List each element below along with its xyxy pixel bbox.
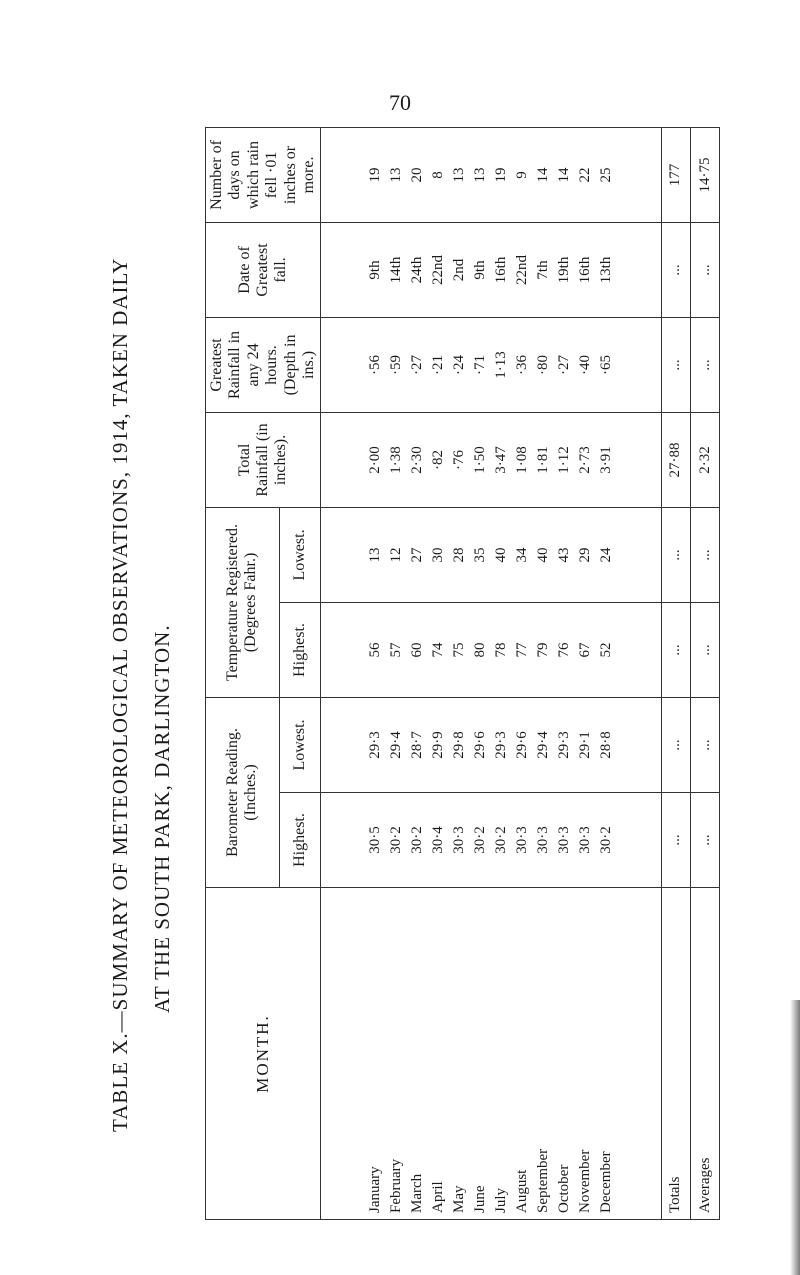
table-title: TABLE X.—SUMMARY OF METEOROLOGICAL OBSERVATIONS, 1914, TAKEN DAILY	[108, 257, 132, 1132]
greatest-rainfall-value: ·27	[556, 354, 573, 375]
month-name: January	[367, 1166, 384, 1213]
rain-days-value: 19	[367, 167, 384, 183]
barometer-lowest-value: 28·8	[598, 731, 615, 759]
date-greatest-value: 16th	[493, 256, 510, 284]
date-greatest-value: 19th	[556, 256, 573, 284]
temperature-lowest-value: 30	[430, 547, 447, 563]
month-name: November	[577, 1149, 594, 1213]
total-rainfall-value: 3·47	[493, 446, 510, 474]
greatest-rainfall-value: ·36	[514, 354, 531, 375]
barometer-highest-value: 30·3	[535, 826, 552, 854]
temperature-highest-value: 67	[577, 642, 594, 658]
page-edge-shadow	[790, 1000, 800, 1275]
date-greatest-fall-header: Date of Greatest fall.	[206, 222, 321, 317]
barometer-lowest-value: 29·9	[430, 731, 447, 759]
date-greatest-value: 13th	[598, 256, 615, 284]
month-name: October	[556, 1164, 573, 1213]
rain-days-value: 13	[472, 167, 489, 183]
temperature-highest-value: 76	[556, 642, 573, 658]
averages-total-rainfall: 2·32	[691, 412, 720, 507]
barometer-lowest-value: 29·6	[514, 731, 531, 759]
table-subtitle: AT THE SOUTH PARK, DARLINGTON.	[150, 624, 174, 1013]
barometer-lowest-value: 29·3	[556, 731, 573, 759]
averages-ditto: ...	[691, 317, 720, 412]
averages-ditto: ...	[691, 793, 720, 888]
greatest-rainfall-value: ·24	[451, 354, 468, 375]
averages-rain-days: 14·75	[691, 127, 720, 222]
total-rainfall-value: 1·12	[556, 446, 573, 474]
averages-row	[691, 127, 720, 1219]
month-name: May	[451, 1185, 468, 1213]
temperature-highest-value: 79	[535, 642, 552, 658]
barometer-lowest-value: 29·6	[472, 731, 489, 759]
rotated-table	[205, 128, 713, 1220]
barometer-highest-header: Highest.	[279, 793, 320, 888]
rain-days-value: 25	[598, 167, 615, 183]
date-greatest-value: 9th	[367, 260, 384, 280]
temperature-lowest-value: 43	[556, 547, 573, 563]
total-rainfall-header: Total Rainfall (in inches).	[206, 412, 321, 507]
barometer-highest-value: 30·2	[409, 826, 426, 854]
totals-total-rainfall: 27·88	[661, 412, 690, 507]
total-rainfall-value: 1·50	[472, 446, 489, 474]
totals-ditto: ...	[661, 697, 690, 792]
month-name: August	[514, 1169, 531, 1213]
temperature-highest-value: 52	[598, 642, 615, 658]
month-name: June	[472, 1185, 489, 1213]
month-name: March	[409, 1173, 426, 1213]
temperature-lowest-value: 27	[409, 547, 426, 563]
month-name: April	[430, 1181, 447, 1213]
temperature-lowest-cell	[321, 507, 662, 602]
totals-rain-days: 177	[661, 127, 690, 222]
month-name: September	[535, 1148, 552, 1213]
month-name: July	[493, 1187, 510, 1213]
barometer-highest-value: 30·2	[388, 826, 405, 854]
greatest-rainfall-value: ·40	[577, 354, 594, 375]
temperature-lowest-value: 13	[367, 547, 384, 563]
barometer-highest-value: 30·3	[556, 826, 573, 854]
averages-label: Averages	[691, 888, 720, 1220]
temperature-header: Temperature Registered. (Degrees Fahr.)	[206, 507, 280, 697]
date-greatest-value: 22nd	[430, 254, 447, 285]
barometer-highest-value: 30·2	[598, 826, 615, 854]
barometer-lowest-value: 29·8	[451, 731, 468, 759]
totals-ditto: ...	[661, 507, 690, 602]
temperature-lowest-value: 12	[388, 547, 405, 563]
date-greatest-value: 22nd	[514, 254, 531, 285]
rain-days-header: Number of days on which rain fell ·01 inches or more.	[206, 127, 321, 222]
barometer-lowest-value: 29·3	[493, 731, 510, 759]
totals-ditto: ...	[661, 793, 690, 888]
barometer-highest-value: 30·2	[493, 826, 510, 854]
barometer-highest-value: 30·3	[577, 826, 594, 854]
barometer-highest-value: 30·3	[514, 826, 531, 854]
barometer-highest-value: 30·5	[367, 826, 384, 854]
total-rainfall-value: 2·73	[577, 446, 594, 474]
temperature-highest-value: 60	[409, 642, 426, 658]
month-name: December	[598, 1151, 615, 1213]
temperature-lowest-value: 34	[514, 547, 531, 563]
total-rainfall-value: 1·81	[535, 446, 552, 474]
month-name: February	[388, 1158, 405, 1213]
greatest-rainfall-value: ·56	[367, 354, 384, 375]
totals-ditto: ...	[661, 222, 690, 317]
barometer-lowest-cell	[321, 697, 662, 792]
barometer-lowest-value: 28·7	[409, 731, 426, 759]
month-header: MONTH.	[206, 888, 321, 1220]
date-greatest-value: 24th	[409, 256, 426, 284]
temperature-lowest-header: Lowest.	[279, 507, 320, 602]
date-greatest-cell	[321, 222, 662, 317]
totals-row	[661, 127, 690, 1219]
meteorological-summary-table	[205, 127, 720, 1220]
header-row-groups	[206, 127, 280, 1219]
greatest-rainfall-value: ·21	[430, 354, 447, 375]
rain-days-value: 13	[451, 167, 468, 183]
greatest-rainfall-value: ·80	[535, 354, 552, 375]
total-rainfall-value: ·82	[430, 449, 447, 470]
temperature-highest-value: 77	[514, 642, 531, 658]
temperature-highest-cell	[321, 602, 662, 697]
page-number: 70	[389, 90, 411, 115]
rain-days-value: 20	[409, 167, 426, 183]
temperature-highest-value: 74	[430, 642, 447, 658]
temperature-highest-value: 80	[472, 642, 489, 658]
totals-ditto: ...	[661, 602, 690, 697]
date-greatest-value: 2nd	[451, 258, 468, 282]
temperature-lowest-value: 29	[577, 547, 594, 563]
barometer-highest-value: 30·4	[430, 826, 447, 854]
temperature-lowest-value: 35	[472, 547, 489, 563]
greatest-rainfall-value: 1·13	[493, 351, 510, 379]
barometer-lowest-value: 29·4	[388, 731, 405, 759]
date-greatest-value: 9th	[472, 260, 489, 280]
greatest-rainfall-value: ·71	[472, 354, 489, 375]
greatest-rainfall-cell	[321, 317, 662, 412]
rain-days-value: 8	[430, 171, 447, 179]
barometer-lowest-value: 29·1	[577, 731, 594, 759]
averages-ditto: ...	[691, 222, 720, 317]
rain-days-value: 22	[577, 167, 594, 183]
greatest-rainfall-value: ·65	[598, 354, 615, 375]
greatest-rainfall-value: ·27	[409, 354, 426, 375]
date-greatest-value: 16th	[577, 256, 594, 284]
total-rainfall-cell	[321, 412, 662, 507]
rain-days-cell	[321, 127, 662, 222]
greatest-rainfall-header: Greatest Rainfall in any 24 hours. (Depth in ins.)	[206, 317, 321, 412]
averages-ditto: ...	[691, 602, 720, 697]
averages-ditto: ...	[691, 507, 720, 602]
rotated-table-frame	[205, 128, 713, 1220]
barometer-lowest-value: 29·4	[535, 731, 552, 759]
total-rainfall-value: 1·08	[514, 446, 531, 474]
total-rainfall-value: ·76	[451, 449, 468, 470]
barometer-lowest-value: 29·3	[367, 731, 384, 759]
averages-ditto: ...	[691, 697, 720, 792]
monthly-data-row	[321, 127, 662, 1219]
temperature-highest-value: 78	[493, 642, 510, 658]
rain-days-value: 13	[388, 167, 405, 183]
barometer-lowest-header: Lowest.	[279, 697, 320, 792]
date-greatest-value: 14th	[388, 256, 405, 284]
rain-days-value: 14	[535, 167, 552, 183]
rain-days-value: 9	[514, 171, 531, 179]
temperature-lowest-value: 24	[598, 547, 615, 563]
total-rainfall-value: 2·00	[367, 446, 384, 474]
greatest-rainfall-value: ·59	[388, 354, 405, 375]
rain-days-value: 19	[493, 167, 510, 183]
date-greatest-value: 7th	[535, 260, 552, 280]
barometer-highest-value: 30·2	[472, 826, 489, 854]
temperature-lowest-value: 40	[535, 547, 552, 563]
total-rainfall-value: 2·30	[409, 446, 426, 474]
rain-days-value: 14	[556, 167, 573, 183]
barometer-highest-value: 30·3	[451, 826, 468, 854]
barometer-header: Barometer Reading. (Inches.)	[206, 697, 280, 887]
temperature-highest-value: 75	[451, 642, 468, 658]
temperature-highest-value: 57	[388, 642, 405, 658]
month-list-cell	[321, 888, 662, 1220]
totals-label: Totals	[661, 888, 690, 1220]
totals-ditto: ...	[661, 317, 690, 412]
temperature-lowest-value: 28	[451, 547, 468, 563]
temperature-lowest-value: 40	[493, 547, 510, 563]
temperature-highest-value: 56	[367, 642, 384, 658]
total-rainfall-value: 3·91	[598, 446, 615, 474]
temperature-highest-header: Highest.	[279, 602, 320, 697]
barometer-highest-cell	[321, 793, 662, 888]
total-rainfall-value: 1·38	[388, 446, 405, 474]
